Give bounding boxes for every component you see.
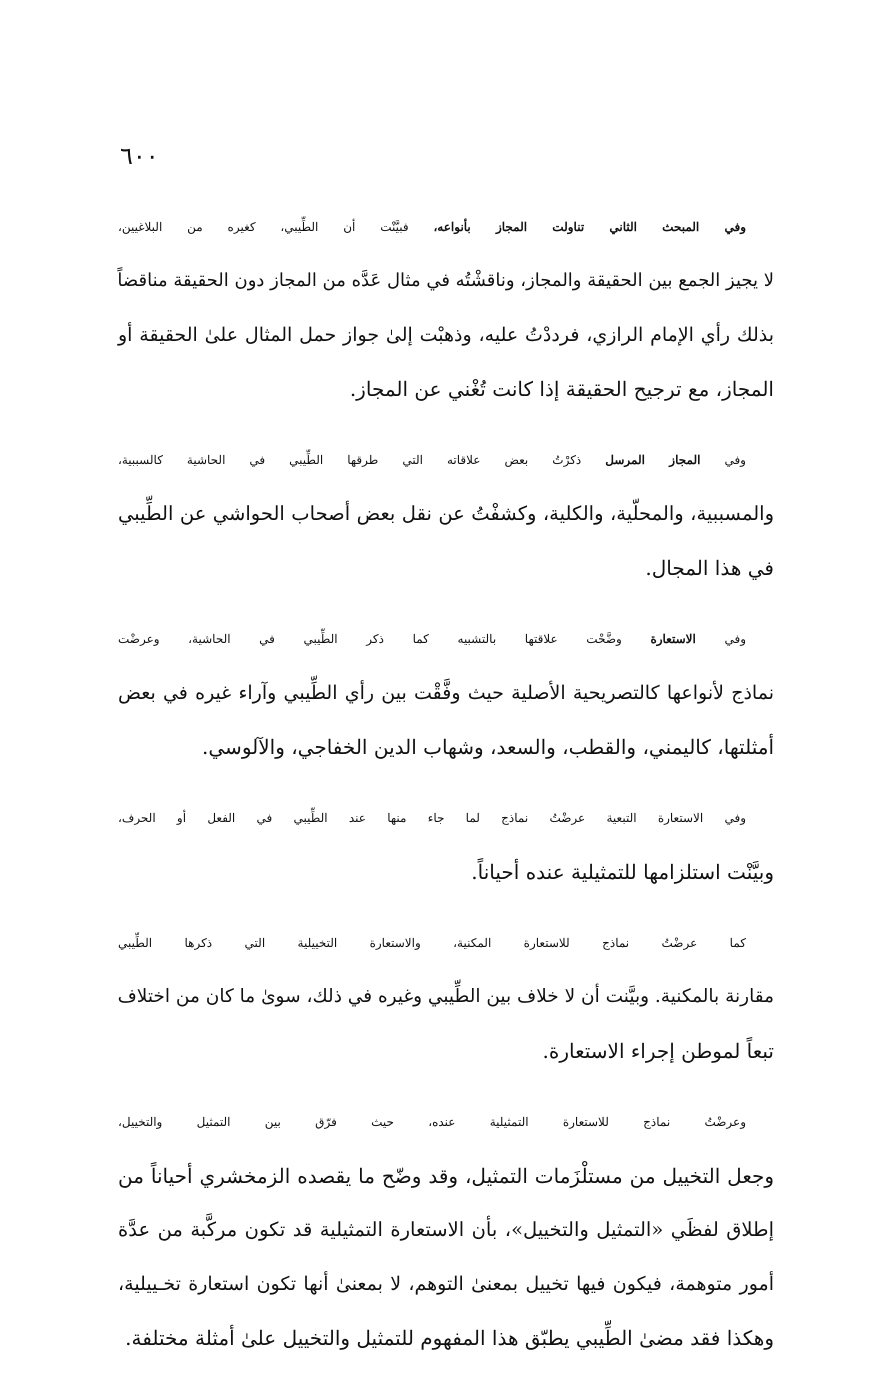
text-line: كما عرضْتُ نماذج للاستعارة المكنية، والاستعارة التخييلية التي ذكرها الطِّيبي — [118, 936, 746, 950]
text-line: وهكذا فقد مضىٰ الطِّيبي يطبّق هذا المفهوم للتمثيل والتخييل علىٰ أمثلة مختلفة. — [125, 1326, 774, 1350]
text-line: أمثلتها، كاليمني، والقطب، والسعد، وشهاب الدين الخفاجي، والآلوسي. — [202, 735, 774, 759]
text-line: وبيَّنْت استلزامها للتمثيلية عنده أحياناً. — [471, 860, 774, 884]
bold-heading-phrase: وفي المبحث الثاني تناولت المجاز بأنواعه، — [433, 220, 747, 234]
text-line: بذلك رأي الإمام الرازي، فرددْتُ عليه، وذهبْت إلىٰ جواز حمل المثال علىٰ الحقيقة أو — [118, 324, 774, 346]
bold-term: المجاز المرسل — [605, 453, 701, 467]
line-text: وضَّحْت علاقتها بالتشبيه كما ذكر الطِّيبي في الحاشية، وعرضْت — [118, 632, 651, 646]
text-line: لا يجيز الجمع بين الحقيقة والمجاز، وناقشْتُه في مثال عَدَّه من المجاز دون الحقيقة مناقضاً — [117, 270, 774, 291]
paragraph-istiara-tamthiliyya — [118, 1095, 774, 1365]
bold-term: الاستعارة — [650, 632, 696, 646]
line-text: وفي — [695, 632, 746, 646]
paragraph-istiara-makniyya — [118, 916, 774, 1078]
line-text: ذكرْتُ بعض علاقاته التي طرقها الطِّيبي في الحاشية كالسببية، — [118, 453, 606, 467]
text-line: تبعاً لموطن إجراء الاستعارة. — [542, 1039, 774, 1063]
line-text: فبيَّنْت أن الطِّيبي، كغيره من البلاغيين، — [118, 220, 434, 234]
text-line — [118, 612, 774, 666]
text-line — [118, 200, 774, 254]
text-line: والمسببية، والمحلّية، والكلية، وكشفْتُ عن نقل بعض أصحاب الحواشي عن الطِّيبي — [118, 502, 774, 525]
body-text — [118, 200, 774, 1382]
text-line: إطلاق لفظَي «التمثيل والتخييل»، بأن الاستعارة التمثيلية قد تكون مركَّبة من عدَّة — [118, 1218, 774, 1241]
paragraph-majaz-mursal — [118, 433, 774, 595]
paragraph-majaz-types — [118, 200, 774, 416]
text-line: نماذج لأنواعها كالتصريحية الأصلية حيث وفَّقْت بين رأي الطِّيبي وآراء غيره في بعض — [118, 682, 774, 704]
text-line: المجاز، مع ترجيح الحقيقة إذا كانت تُغْني عن المجاز. — [349, 377, 774, 401]
line-text: وفي — [700, 453, 746, 467]
text-line: وجعل التخييل من مستلْزَمات التمثيل، وقد وضّح ما يقصده الزمخشري أحياناً من — [118, 1164, 774, 1188]
text-line: وفي الاستعارة التبعية عرضْتُ نماذج لما جاء منها عند الطِّيبي في الفعل أو الحرف، — [118, 811, 746, 825]
text-line: وعرضْتُ نماذج للاستعارة التمثيلية عنده، حيث فرّق بين التمثيل والتخييل، — [118, 1115, 746, 1129]
page-number: ٦٠٠ — [120, 142, 159, 170]
text-line: مقارنة بالمكنية. وبيَّنت أن لا خلاف بين الطِّيبي وغيره في ذلك، سوىٰ ما كان من اختلاف — [117, 986, 774, 1007]
text-line — [118, 433, 774, 487]
text-line: في هذا المجال. — [645, 556, 774, 580]
text-line: أمور متوهمة، فيكون فيها تخييل بمعنىٰ التوهم، لا بمعنىٰ أنها تكون استعارة تخـييلية، — [118, 1273, 774, 1295]
paragraph-istiara-tabaiyya — [118, 791, 774, 899]
paragraph-istiara — [118, 612, 774, 774]
